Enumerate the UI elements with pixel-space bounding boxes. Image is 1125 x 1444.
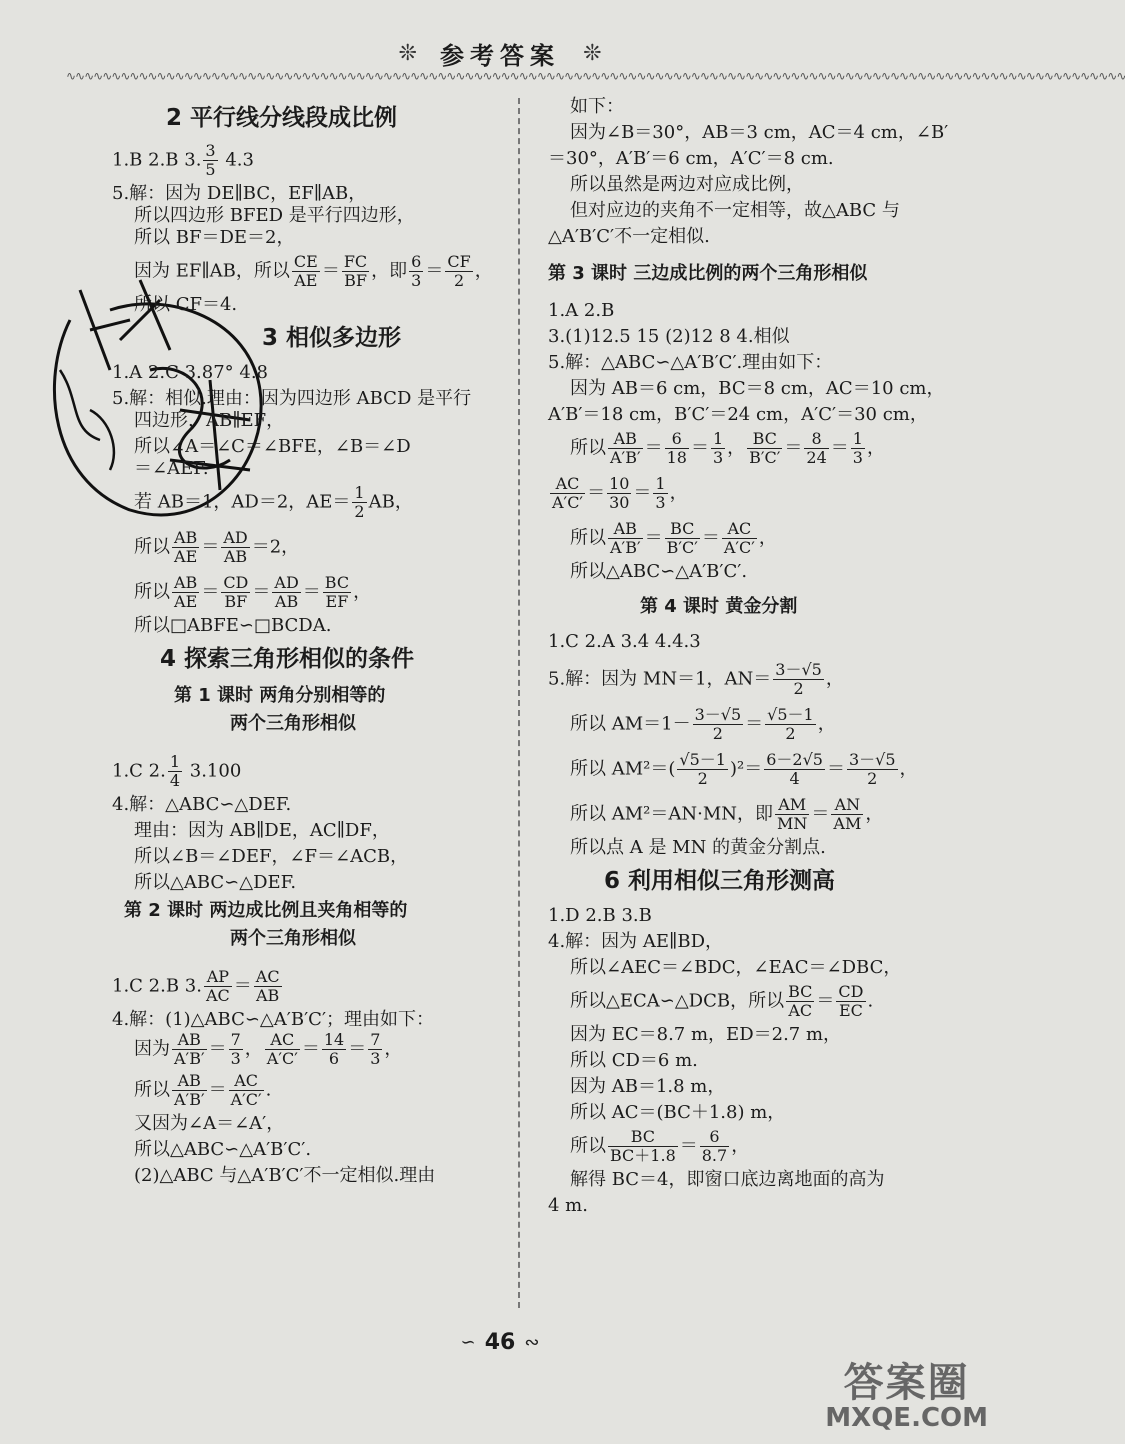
answer-line: 但对应边的夹角不一定相等，故△ABC 与 — [570, 200, 900, 221]
answer-line: 所以四边形 BFED 是平行四边形， — [134, 205, 415, 226]
answer-line: 所以虽然是两边对应成比例， — [570, 174, 804, 195]
answer-line: 又因为∠A＝∠A′， — [134, 1113, 285, 1134]
answer-line: 所以□ABFE∽□BCDA. — [134, 615, 332, 636]
answer-line: 因为 AB＝6 cm，BC＝8 cm，AC＝10 cm， — [570, 378, 945, 399]
answer-line: 5.解：因为 DE∥BC，EF∥AB， — [112, 183, 367, 204]
answer-line: 所以 $\frac{BC}{BC+1.8}$ ＝ $\frac{6}{8.7}$ ， — [570, 1127, 750, 1165]
answer-line: 5.解：因为 MN＝1，AN＝ $\frac{3-√5}{2}$ ， — [548, 660, 844, 698]
answer-line: 所以 BF＝DE＝2， — [134, 227, 295, 248]
lesson-title: 第 4 课时 黄金分割 — [640, 596, 798, 617]
fraction: $\frac{3}{5}$ — [205, 141, 216, 179]
right-column — [548, 96, 948, 1217]
answer-line: 如下： — [570, 96, 624, 117]
column-divider — [518, 98, 520, 1308]
section-title: 2 平行线分线段成比例 — [166, 105, 398, 131]
answer-line: 5.解：相似.理由：因为四边形 ABCD 是平行 — [112, 388, 472, 409]
section-title: 6 利用相似三角形测高 — [604, 868, 836, 894]
answer-line: 所以 $\frac{AB}{A'B'}$ ＝ $\frac{BC}{B'C'}$ ＝ $\frac{AC}{A'C'}$ ， — [570, 519, 777, 557]
answer-line: 4.解：因为 AE∥BD， — [548, 931, 724, 952]
watermark-logo — [825, 1362, 988, 1432]
answer-line: ＝∠AEF. — [134, 458, 209, 479]
flower-icon: ❊ — [583, 41, 602, 66]
answer-line: 1.D 2.B 3.B — [548, 905, 652, 926]
answer-line: 1.A 2.C 3.87° 4.8 — [112, 362, 268, 383]
answer-line: ＝30°，A′B′＝6 cm，A′C′＝8 cm. — [548, 148, 834, 169]
watermark-url: MXQE.COM — [825, 1403, 988, 1433]
answer-line: (2)△ABC 与△A′B′C′不一定相似.理由 — [134, 1165, 436, 1186]
answer-line: 因为 $\frac{AB}{A'B'}$ ＝ $\frac{7}{3}$ ， $\frac{AC}{A'C'}$ ＝ $\frac{14}{6}$ ＝ $\frac{7}{3}$ ， — [134, 1030, 403, 1068]
answer-line: 1.C 2.B 3. $\frac{AP}{AC}$ ＝ $\frac{AC}{AB}$ — [112, 967, 280, 1005]
answer-line: 所以∠A＝∠C＝∠BFE，∠B＝∠D — [134, 436, 411, 457]
answer-line: 理由：因为 AB∥DE，AC∥DF， — [134, 820, 390, 841]
answer-line: 所以 CD＝6 m. — [570, 1050, 698, 1071]
answer-line: 所以 AM²＝( $\frac{√5-1}{2}$ )²＝ $\frac{6-2√5}{4}$ ＝ $\frac{3-√5}{2}$ ， — [570, 750, 918, 788]
answer-line: 因为∠B＝30°，AB＝3 cm，AC＝4 cm，∠B′ — [570, 122, 949, 143]
answer-line: 所以 CF＝4. — [134, 294, 238, 315]
answer-line: 1.B 2.B 3. $\frac{3}{5}$ 4.3 — [112, 141, 254, 179]
answer-line: 所以∠AEC＝∠BDC，∠EAC＝∠DBC， — [570, 957, 902, 978]
page-title: 参考答案 — [440, 41, 560, 70]
answer-line: 所以△ABC∽△DEF. — [134, 872, 297, 893]
answer-line: 所以 $\frac{AB}{AE}$ ＝ $\frac{CD}{BF}$ ＝ $\frac{AD}{AB}$ ＝ $\frac{BC}{EF}$ ， — [134, 573, 372, 611]
wavy-divider: ∿∿∿∿∿∿∿∿∿∿∿∿∿∿∿∿∿∿∿∿∿∿∿∿∿∿∿∿∿∿∿∿∿∿∿∿∿∿∿∿∿∿∿∿∿∿∿∿∿∿∿∿∿∿∿∿∿∿∿∿∿∿∿∿∿∿∿∿∿∿∿∿∿∿∿∿∿∿∿∿∿∿∿∿∿∿∿∿∿∿∿∿∿∿∿∿∿∿∿∿∿∿∿∿∿∿∿∿∿∿∿∿∿∿∿∿∿ — [66, 69, 1125, 83]
answer-line: 所以△ECA∽△DCB，所以 $\frac{BC}{AC}$ ＝ $\frac{CD}{EC}$ . — [570, 982, 874, 1020]
answer-line: 4.解：△ABC∽△DEF. — [112, 794, 292, 815]
section-title: 4 探索三角形相似的条件 — [160, 646, 415, 672]
swirl-icon: ∽ — [460, 1332, 476, 1353]
answer-line: 1.A 2.B — [548, 300, 615, 321]
answer-line: 四边形，AB∥EF， — [134, 410, 285, 431]
answer-line: 3.(1)12.5 15 (2)12 8 4.相似 — [548, 326, 790, 347]
answer-line: 若 AB＝1，AD＝2，AE＝ $\frac{1}{2}$ AB， — [134, 483, 413, 521]
lesson-title: 第 3 课时 三边成比例的两个三角形相似 — [548, 263, 868, 284]
swirl-icon: ∾ — [524, 1332, 540, 1353]
page-number: 46 — [484, 1330, 516, 1355]
answer-line: 4.解：(1)△ABC∽△A′B′C′；理由如下： — [112, 1009, 435, 1030]
answer-line: △A′B′C′不一定相似. — [548, 226, 710, 247]
watermark-line: 答案圈 — [843, 1360, 970, 1406]
page-footer — [0, 1330, 1000, 1355]
answer-line: 所以△ABC∽△A′B′C′. — [134, 1139, 312, 1160]
answer-line: 所以 $\frac{AB}{AE}$ ＝ $\frac{AD}{AB}$ ＝2， — [134, 528, 300, 566]
answer-line: 所以∠B＝∠DEF，∠F＝∠ACB， — [134, 846, 409, 867]
lesson-title: 第 2 课时 两边成比例且夹角相等的 — [124, 900, 408, 921]
lesson-title: 两个三角形相似 — [230, 713, 356, 734]
lesson-title: 两个三角形相似 — [230, 928, 356, 949]
answer-line: 因为 AB＝1.8 m， — [570, 1076, 726, 1097]
answer-line: 因为 EF∥AB，所以 $\frac{CE}{AE}$ ＝ $\frac{FC}{BF}$ ，即 $\frac{6}{3}$ ＝ $\frac{CF}{2}$ ， — [134, 252, 493, 290]
answer-line: 所以 AC＝(BC＋1.8) m， — [570, 1102, 786, 1123]
answer-line: 5.解：△ABC∽△A′B′C′.理由如下： — [548, 352, 833, 373]
lesson-title: 第 1 课时 两角分别相等的 — [174, 685, 386, 706]
answer-line: A′B′＝18 cm，B′C′＝24 cm，A′C′＝30 cm， — [548, 404, 928, 425]
answer-line: 因为 EC＝8.7 m，ED＝2.7 m， — [570, 1024, 842, 1045]
answer-line: 所以点 A 是 MN 的黄金分割点. — [570, 837, 826, 858]
answer-line: 所以 AM²＝AN·MN，即 $\frac{AM}{MN}$ ＝ $\frac{AN}{AM}$ ， — [570, 795, 884, 833]
section-title: 3 相似多边形 — [262, 325, 402, 351]
answer-line: $\frac{AC}{A'C'}$ ＝ $\frac{10}{30}$ ＝ $\frac{1}{3}$ ， — [552, 474, 688, 512]
answer-line: 所以△ABC∽△A′B′C′. — [570, 561, 748, 582]
answer-line: 所以 $\frac{AB}{A'B'}$ ＝ $\frac{6}{18}$ ＝ $\frac{1}{3}$ ， $\frac{BC}{B'C'}$ ＝ $\frac{8}{24}$ ＝ $\frac{1}{3}$ ， — [570, 429, 885, 467]
left-column — [112, 96, 508, 1187]
answer-line: 所以 AM＝1－ $\frac{3-√5}{2}$ ＝ $\frac{√5-1}{2}$ ， — [570, 705, 836, 743]
flower-icon: ❊ — [398, 41, 417, 66]
answer-line: 1.C 2.A 3.4 4.4.3 — [548, 631, 701, 652]
answer-line: 所以 $\frac{AB}{A'B'}$ ＝ $\frac{AC}{A'C'}$ . — [134, 1071, 272, 1109]
answer-line: 4 m. — [548, 1195, 588, 1216]
answer-line: 解得 BC＝4，即窗口底边离地面的高为 — [570, 1169, 885, 1190]
answer-line: 1.C 2. $\frac{1}{4}$ 3.100 — [112, 752, 242, 790]
